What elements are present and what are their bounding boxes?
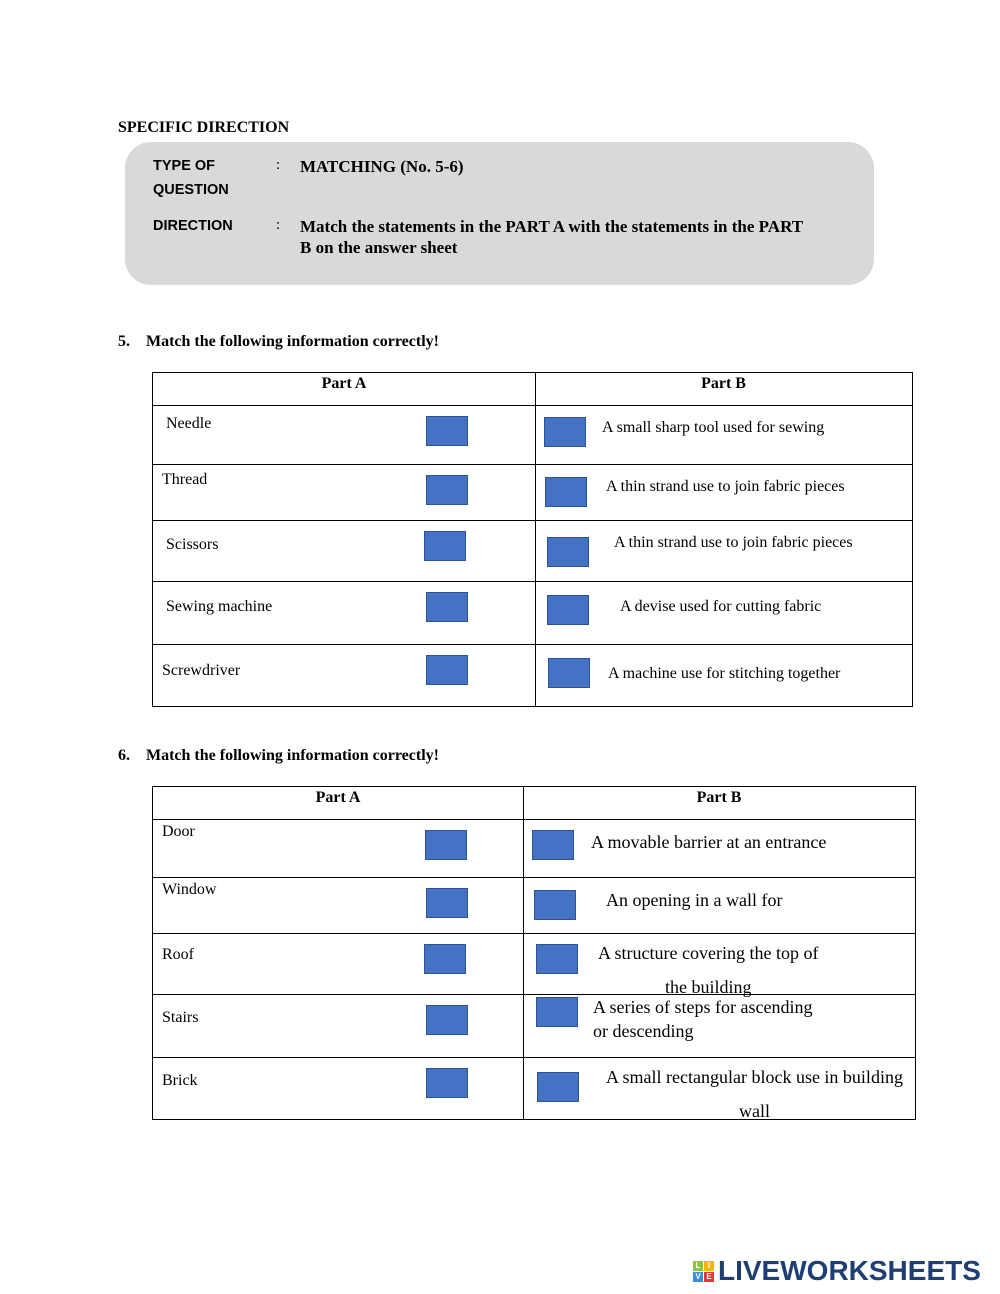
part-b-header: Part B [696,789,742,806]
direction-panel [125,142,874,285]
logo-text: LIVEWORKSHEETS [718,1255,981,1286]
drop-target-b[interactable] [548,658,590,688]
drop-target-a[interactable] [426,655,468,685]
row-divider [153,464,912,465]
part-a-header: Part A [321,375,367,392]
colon: : [276,157,281,173]
drop-target-a[interactable] [426,1005,468,1035]
row-divider [153,644,912,645]
question-number: 5. [118,333,130,350]
direction-value-line2: B on the answer sheet [300,238,458,257]
part-a-item: Stairs [162,1009,199,1026]
part-b-item: A devise used for cutting fabric [620,598,822,615]
part-a-item: Needle [166,415,212,432]
part-b-item: A small sharp tool used for sewing [602,419,825,436]
matching-table [152,786,916,1120]
part-a-header: Part A [315,789,361,806]
row-divider [153,405,912,406]
direction-label: DIRECTION [153,218,233,234]
row-divider [153,1057,915,1058]
question-text: Match the following information correctly! [146,333,439,350]
part-b-header: Part B [701,375,746,392]
drop-target-a[interactable] [425,830,467,860]
row-divider [153,933,915,934]
type-label-line1: TYPE OF [153,158,216,174]
colon: : [276,217,281,233]
question-prompt [118,333,439,351]
row-divider [153,520,912,521]
matching-table [152,372,913,707]
drop-target-b[interactable] [547,595,589,625]
drop-target-b[interactable] [532,830,574,860]
drop-target-b[interactable] [547,537,589,567]
drop-target-a[interactable] [426,888,468,918]
drop-target-a[interactable] [426,416,468,446]
row-divider [153,877,915,878]
drop-target-b[interactable] [536,997,578,1027]
part-b-item: A movable barrier at an entrance [591,832,827,852]
drop-target-b[interactable] [544,417,586,447]
question-number: 6. [118,747,130,764]
drop-target-a[interactable] [424,531,466,561]
part-b-item: A machine use for stitching together [608,665,841,682]
question-text: Match the following information correctly! [146,747,439,764]
drop-target-b[interactable] [534,890,576,920]
drop-target-a[interactable] [426,592,468,622]
part-a-item: Door [162,823,195,840]
row-divider [153,581,912,582]
part-b-item: A thin strand use to join fabric pieces [614,534,853,551]
drop-target-b[interactable] [537,1072,579,1102]
part-a-item: Brick [162,1072,198,1089]
section-heading: SPECIFIC DIRECTION [118,119,290,136]
type-label-line2: QUESTION [153,182,229,198]
part-a-item: Thread [162,471,208,488]
part-a-item: Screwdriver [162,662,241,679]
direction-value-line1: Match the statements in the PART A with the statements in the PART [300,217,804,236]
part-b-item: A thin strand use to join fabric pieces [606,478,845,495]
part-a-item: Window [162,881,217,898]
column-divider [523,787,524,1119]
part-b-item: A small rectangular block use in building wall [606,1067,903,1121]
part-b-item: A series of steps for ascending or descending [593,997,813,1041]
drop-target-a[interactable] [426,1068,468,1098]
column-divider [535,373,536,706]
row-divider [153,819,915,820]
drop-target-a[interactable] [424,944,466,974]
type-value: MATCHING (No. 5-6) [300,157,464,176]
part-a-item: Scissors [166,536,219,553]
part-b-item: An opening in a wall for [606,890,783,910]
part-b-item: A structure covering the top of the building [598,943,819,997]
part-a-item: Roof [162,946,194,963]
drop-target-b[interactable] [545,477,587,507]
drop-target-b[interactable] [536,944,578,974]
drop-target-a[interactable] [426,475,468,505]
liveworksheets-logo [693,1255,981,1287]
logo-icon: L I V E [693,1261,714,1282]
question-prompt [118,747,439,765]
part-a-item: Sewing machine [166,598,273,615]
